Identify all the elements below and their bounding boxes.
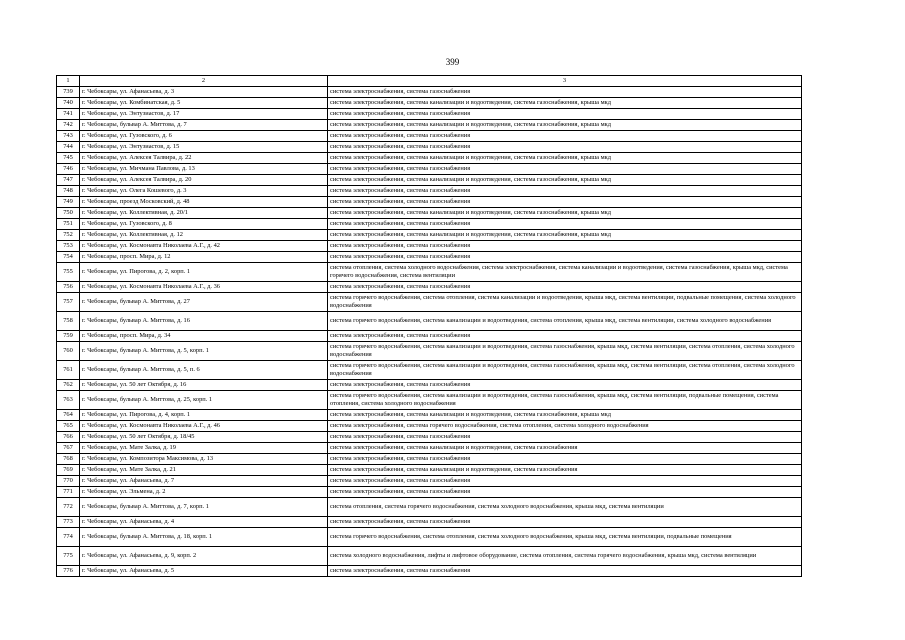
address-cell: г. Чебоксары, бульвар А. Миттова, д. 27 <box>80 293 328 312</box>
table-row <box>57 547 802 566</box>
systems-cell: система электроснабжения, система газоснабжения <box>328 219 802 230</box>
row-number-cell: 770 <box>57 476 80 487</box>
row-number-cell: 749 <box>57 197 80 208</box>
table-row <box>57 566 802 577</box>
table-row <box>57 142 802 153</box>
row-number-cell: 762 <box>57 380 80 391</box>
table-row <box>57 517 802 528</box>
row-number-cell: 766 <box>57 432 80 443</box>
row-number-cell: 767 <box>57 443 80 454</box>
address-cell: г. Чебоксары, ул. Афанасьева, д. 7 <box>80 476 328 487</box>
systems-cell: система электроснабжения, система газоснабжения <box>328 476 802 487</box>
table-row <box>57 197 802 208</box>
table-row <box>57 153 802 164</box>
table-row <box>57 120 802 131</box>
address-cell: г. Чебоксары, ул. Олега Кошевого, д. 3 <box>80 186 328 197</box>
systems-cell: система холодного водоснабжения, лифты и лифтовое оборудование, система отопления, система горячего водоснабжения, крыша мкд, система вентиляции <box>328 547 802 566</box>
address-cell: г. Чебоксары, ул. Мате Залка, д. 19 <box>80 443 328 454</box>
systems-cell: система электроснабжения, система канализации и водоотведения, система газоснабжения, крыша мкд <box>328 153 802 164</box>
address-cell: г. Чебоксары, ул. Гузовского, д. 6 <box>80 131 328 142</box>
systems-cell: система электроснабжения, система газоснабжения <box>328 109 802 120</box>
table-row <box>57 230 802 241</box>
systems-cell: система электроснабжения, система газоснабжения <box>328 164 802 175</box>
row-number-cell: 747 <box>57 175 80 186</box>
systems-cell: система электроснабжения, система горячего водоснабжения, система отопления, система холодного водоснабжения <box>328 421 802 432</box>
table-row <box>57 361 802 380</box>
row-number-cell: 754 <box>57 252 80 263</box>
row-number-cell: 755 <box>57 263 80 282</box>
row-number-cell: 764 <box>57 410 80 421</box>
address-cell: г. Чебоксары, ул. Алексея Талвира, д. 22 <box>80 153 328 164</box>
table-row <box>57 241 802 252</box>
address-cell: г. Чебоксары, ул. Афанасьева, д. 5 <box>80 566 328 577</box>
address-cell: г. Чебоксары, бульвар А. Миттова, д. 7, корп. 1 <box>80 498 328 517</box>
table-row <box>57 164 802 175</box>
row-number-cell: 748 <box>57 186 80 197</box>
row-number-cell: 765 <box>57 421 80 432</box>
header-cell: 1 <box>57 76 80 87</box>
table-row <box>57 391 802 410</box>
systems-cell: система электроснабжения, система газоснабжения <box>328 197 802 208</box>
row-number-cell: 746 <box>57 164 80 175</box>
row-number-cell: 742 <box>57 120 80 131</box>
table-row <box>57 175 802 186</box>
address-cell: г. Чебоксары, ул. Композитора Максимова, д. 13 <box>80 454 328 465</box>
table-row <box>57 487 802 498</box>
header-cell: 2 <box>80 76 328 87</box>
address-cell: г. Чебоксары, ул. Мате Залка, д. 21 <box>80 465 328 476</box>
systems-cell: система электроснабжения, система канализации и водоотведения, система газоснабжения, крыша мкд <box>328 98 802 109</box>
systems-cell: система электроснабжения, система канализации и водоотведения, система газоснабжения <box>328 465 802 476</box>
address-cell: г. Чебоксары, ул. Мичмана Павлова, д. 13 <box>80 164 328 175</box>
table-row <box>57 476 802 487</box>
address-cell: г. Чебоксары, ул. Космонавта Николаева А.Г., д. 46 <box>80 421 328 432</box>
table-row <box>57 443 802 454</box>
row-number-cell: 740 <box>57 98 80 109</box>
table-row <box>57 263 802 282</box>
systems-cell: система электроснабжения, система газоснабжения <box>328 380 802 391</box>
systems-cell: система электроснабжения, система газоснабжения <box>328 131 802 142</box>
address-cell: г. Чебоксары, проезд Московский, д. 48 <box>80 197 328 208</box>
table-row <box>57 342 802 361</box>
row-number-cell: 752 <box>57 230 80 241</box>
address-cell: г. Чебоксары, ул. 50 лет Октября, д. 16 <box>80 380 328 391</box>
systems-cell: система электроснабжения, система газоснабжения <box>328 241 802 252</box>
table-row <box>57 528 802 547</box>
systems-cell: система электроснабжения, система канализации и водоотведения, система газоснабжения, крыша мкд <box>328 208 802 219</box>
systems-cell: система электроснабжения, система газоснабжения <box>328 186 802 197</box>
row-number-cell: 772 <box>57 498 80 517</box>
row-number-cell: 775 <box>57 547 80 566</box>
row-number-cell: 744 <box>57 142 80 153</box>
systems-cell: система отопления, система холодного водоснабжения, система электроснабжения, система канализации и водоотведения, система газоснабжения, крыша мкд, система горячего водоснабжения, система вентиляции <box>328 263 802 282</box>
systems-cell: система электроснабжения, система газоснабжения <box>328 566 802 577</box>
page-number: 399 <box>445 57 460 67</box>
row-number-cell: 739 <box>57 87 80 98</box>
row-number-cell: 761 <box>57 361 80 380</box>
address-cell: г. Чебоксары, бульвар А. Миттова, д. 18, корп. 1 <box>80 528 328 547</box>
systems-cell: система горячего водоснабжения, система отопления, система холодного водоснабжения, крыша мкд, система вентиляции, подвальные помещения <box>328 528 802 547</box>
systems-cell: система горячего водоснабжения, система канализации и водоотведения, система газоснабжения, крыша мкд, система вентиляции, подвальные помещения, система отопления, система холодного водоснабжения <box>328 391 802 410</box>
address-cell: г. Чебоксары, бульвар А. Миттова, д. 5, корп. 1 <box>80 342 328 361</box>
row-number-cell: 760 <box>57 342 80 361</box>
row-number-cell: 741 <box>57 109 80 120</box>
table-row <box>57 410 802 421</box>
systems-cell: система электроснабжения, система канализации и водоотведения, система газоснабжения, крыша мкд <box>328 120 802 131</box>
systems-cell: система электроснабжения, система газоснабжения <box>328 432 802 443</box>
address-cell: г. Чебоксары, ул. Коллективная, д. 20/1 <box>80 208 328 219</box>
row-number-cell: 768 <box>57 454 80 465</box>
address-cell: г. Чебоксары, ул. Афанасьева, д. 3 <box>80 87 328 98</box>
address-cell: г. Чебоксары, ул. Пирогова, д. 4, корп. 1 <box>80 410 328 421</box>
header-row <box>57 76 802 87</box>
address-cell: г. Чебоксары, ул. Космонавта Николаева А.Г., д. 36 <box>80 282 328 293</box>
table-row <box>57 219 802 230</box>
row-number-cell: 759 <box>57 331 80 342</box>
address-cell: г. Чебоксары, ул. Афанасьева, д. 9, корп. 2 <box>80 547 328 566</box>
address-cell: г. Чебоксары, ул. Космонавта Николаева А.Г., д. 42 <box>80 241 328 252</box>
systems-cell: система электроснабжения, система газоснабжения <box>328 252 802 263</box>
address-cell: г. Чебоксары, ул. Коллективная, д. 12 <box>80 230 328 241</box>
table-row <box>57 293 802 312</box>
address-cell: г. Чебоксары, ул. Энтузиастов, д. 15 <box>80 142 328 153</box>
table-row <box>57 282 802 293</box>
table-row <box>57 465 802 476</box>
address-cell: г. Чебоксары, ул. Пирогова, д. 2, корп. 1 <box>80 263 328 282</box>
address-cell: г. Чебоксары, ул. Комбинатская, д. 5 <box>80 98 328 109</box>
table-row <box>57 498 802 517</box>
systems-cell: система электроснабжения, система канализации и водоотведения, система газоснабжения, крыша мкд <box>328 410 802 421</box>
systems-cell: система горячего водоснабжения, система канализации и водоотведения, система газоснабжения, крыша мкд, система вентиляции, система отопления, система холодного водоснабжения <box>328 342 802 361</box>
table-row <box>57 380 802 391</box>
systems-cell: система горячего водоснабжения, система канализации и водоотведения, система газоснабжения, крыша мкд, система вентиляции, система отопления, система холодного водоснабжения <box>328 361 802 380</box>
systems-cell: система электроснабжения, система газоснабжения <box>328 454 802 465</box>
row-number-cell: 745 <box>57 153 80 164</box>
row-number-cell: 774 <box>57 528 80 547</box>
row-number-cell: 753 <box>57 241 80 252</box>
row-number-cell: 757 <box>57 293 80 312</box>
systems-cell: система электроснабжения, система газоснабжения <box>328 87 802 98</box>
table-row <box>57 186 802 197</box>
row-number-cell: 771 <box>57 487 80 498</box>
table-row <box>57 312 802 331</box>
address-cell: г. Чебоксары, бульвар А. Миттова, д. 7 <box>80 120 328 131</box>
table-row <box>57 331 802 342</box>
table-row <box>57 109 802 120</box>
address-cell: г. Чебоксары, бульвар А. Миттова, д. 25, корп. 1 <box>80 391 328 410</box>
address-cell: г. Чебоксары, ул. Алексея Талвира, д. 20 <box>80 175 328 186</box>
row-number-cell: 769 <box>57 465 80 476</box>
row-number-cell: 743 <box>57 131 80 142</box>
address-cell: г. Чебоксары, бульвар А. Миттова, д. 5, п. 6 <box>80 361 328 380</box>
address-cell: г. Чебоксары, ул. 50 лет Октября, д. 18/45 <box>80 432 328 443</box>
row-number-cell: 776 <box>57 566 80 577</box>
row-number-cell: 756 <box>57 282 80 293</box>
row-number-cell: 750 <box>57 208 80 219</box>
row-number-cell: 773 <box>57 517 80 528</box>
address-cell: г. Чебоксары, бульвар А. Миттова, д. 16 <box>80 312 328 331</box>
row-number-cell: 758 <box>57 312 80 331</box>
systems-cell: система горячего водоснабжения, система отопления, система канализации и водоотведения, крыша мкд, система вентиляции, подвальные помещения, система холодного водоснабжения <box>328 293 802 312</box>
table-row <box>57 87 802 98</box>
address-cell: г. Чебоксары, просп. Мира, д. 34 <box>80 331 328 342</box>
header-cell: 3 <box>328 76 802 87</box>
table-row <box>57 252 802 263</box>
address-cell: г. Чебоксары, ул. Гузовского, д. 8 <box>80 219 328 230</box>
table-row <box>57 98 802 109</box>
systems-cell: система электроснабжения, система газоснабжения <box>328 282 802 293</box>
systems-cell: система электроснабжения, система газоснабжения <box>328 331 802 342</box>
row-number-cell: 763 <box>57 391 80 410</box>
systems-cell: система электроснабжения, система канализации и водоотведения, система газоснабжения, крыша мкд <box>328 230 802 241</box>
systems-cell: система электроснабжения, система газоснабжения <box>328 517 802 528</box>
table-row <box>57 454 802 465</box>
systems-cell: система электроснабжения, система канализации и водоотведения, система газоснабжения, крыша мкд <box>328 175 802 186</box>
systems-cell: система отопления, система горячего водоснабжения, система холодного водоснабжения, крыша мкд, система вентиляции <box>328 498 802 517</box>
table-row <box>57 208 802 219</box>
table-row <box>57 421 802 432</box>
table-row <box>57 432 802 443</box>
address-cell: г. Чебоксары, ул. Энтузиастов, д. 17 <box>80 109 328 120</box>
buildings-table <box>56 75 802 577</box>
address-cell: г. Чебоксары, ул. Эльмена, д. 2 <box>80 487 328 498</box>
systems-cell: система электроснабжения, система газоснабжения <box>328 487 802 498</box>
row-number-cell: 751 <box>57 219 80 230</box>
address-cell: г. Чебоксары, просп. Мира, д. 12 <box>80 252 328 263</box>
systems-cell: система электроснабжения, система канализации и водоотведения, система газоснабжения <box>328 443 802 454</box>
systems-cell: система горячего водоснабжения, система канализации и водоотведения, система отопления, крыша мкд, система вентиляции, система холодного водоснабжения <box>328 312 802 331</box>
address-cell: г. Чебоксары, ул. Афанасьева, д. 4 <box>80 517 328 528</box>
table-row <box>57 131 802 142</box>
systems-cell: система электроснабжения, система газоснабжения <box>328 142 802 153</box>
